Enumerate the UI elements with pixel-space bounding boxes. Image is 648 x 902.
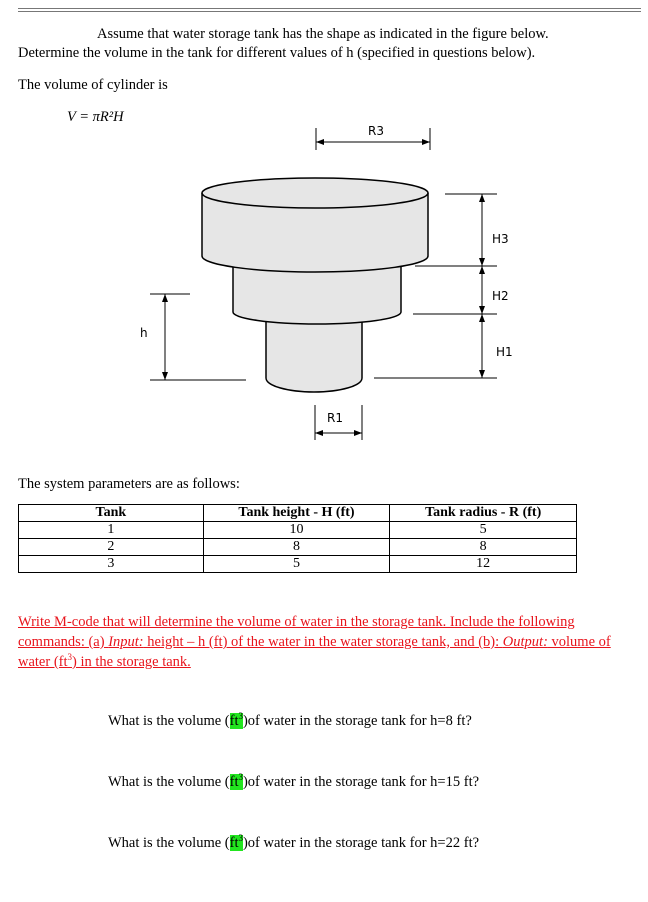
question-text: What is the volume ( <box>108 835 230 851</box>
output-label: Output: <box>502 634 548 650</box>
table-cell: 12 <box>390 556 577 573</box>
table-cell: 1 <box>19 522 204 539</box>
bottom-cylinder <box>266 314 362 392</box>
unit-exponent: 3 <box>238 772 243 783</box>
task-text-1: Write M-code that will determine the volume of water in the storage tank. Include the following commands: (a) <box>18 614 575 650</box>
task-unit-exponent: 3 <box>67 652 73 663</box>
table-cell: 10 <box>203 522 390 539</box>
table-cell: 8 <box>390 539 577 556</box>
task-text-4: ) in the storage tank. <box>72 654 191 670</box>
table-row <box>19 556 577 573</box>
task-instructions <box>18 612 638 672</box>
volume-label: The volume of cylinder is <box>18 77 168 93</box>
intro-line-1: Assume that water storage tank has the shape as indicated in the figure below. <box>97 26 549 42</box>
unit: ft <box>229 774 239 790</box>
table-cell: 8 <box>203 539 390 556</box>
h1-label: H1 <box>496 345 513 359</box>
table-cell: 5 <box>390 522 577 539</box>
unit: ft <box>229 713 239 729</box>
question-2 <box>108 774 479 791</box>
h3-label: H3 <box>492 232 509 246</box>
table-cell: 2 <box>19 539 204 556</box>
intro-line-2: Determine the volume in the tank for different values of h (specified in questions below). <box>18 45 536 61</box>
unit: ft <box>229 835 239 851</box>
r3-label: R3 <box>368 124 384 138</box>
table-cell: 3 <box>19 556 204 573</box>
column-header: Tank height - H (ft) <box>203 505 390 522</box>
column-header: Tank radius - R (ft) <box>390 505 577 522</box>
task-text-2: height – h (ft) of the water in the water storage tank, and (b): <box>143 634 503 650</box>
table-row <box>19 522 577 539</box>
task-text-3: volume of water (ft <box>18 634 611 670</box>
top-cylinder-lid <box>202 178 428 208</box>
table-row <box>19 539 577 556</box>
question-text: What is the volume ( <box>108 774 230 790</box>
h-label: h <box>140 326 148 340</box>
question-text: )of water in the storage tank for h=15 ft? <box>242 774 480 790</box>
tank-figure <box>0 0 648 450</box>
table-cell: 5 <box>203 556 390 573</box>
table-header-row <box>19 505 577 522</box>
question-text: What is the volume ( <box>108 713 230 729</box>
parameters-table <box>18 504 577 573</box>
unit-exponent: 3 <box>238 833 243 844</box>
r1-label: R1 <box>327 411 343 425</box>
column-header: Tank <box>19 505 204 522</box>
system-heading: The system parameters are as follows: <box>18 476 240 492</box>
volume-formula: V = πR²H <box>67 109 124 125</box>
unit-highlight <box>230 713 243 729</box>
question-1 <box>108 713 472 730</box>
question-3 <box>108 835 479 852</box>
question-text: )of water in the storage tank for h=8 ft? <box>242 713 472 729</box>
unit-highlight <box>230 774 243 790</box>
unit-highlight <box>230 835 243 851</box>
unit-exponent: 3 <box>238 711 243 722</box>
input-label: Input: <box>108 634 144 650</box>
h2-label: H2 <box>492 289 509 303</box>
question-text: )of water in the storage tank for h=22 ft? <box>242 835 480 851</box>
